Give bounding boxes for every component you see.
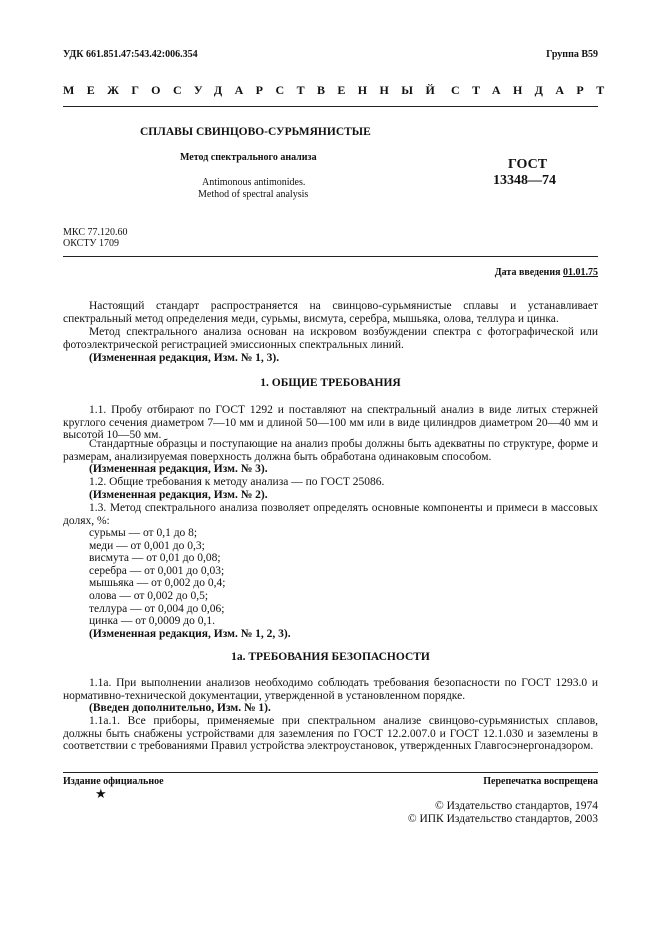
effective-date-label: Дата введения [494,267,561,278]
english-title-line2: Method of spectral analysis [198,189,309,200]
gost-number: 13348—74 [493,173,556,188]
english-title-line1: Antimonous antimonides. [202,177,306,188]
reprint-prohibited: Перепечатка воспрещена [483,776,598,787]
list-item: серебра — от 0,001 до 0,03; [89,564,225,577]
clause-1-2-note: (Измененная редакция, Изм. № 2). [89,489,268,501]
list-item: мышьяка — от 0,002 до 0,4; [89,577,226,590]
list-item: олова — от 0,002 до 0,5; [89,589,209,602]
footer-rule [63,772,598,773]
codes-rule [63,256,598,257]
mass-fraction-list [89,527,225,628]
effective-date [495,267,598,278]
clause-1-1a: 1.1а. При выполнении анализов необходимо соблюдать требования безопасности по ГОСТ 1293.0 и нормативно-технической документации, утвержденной в установленном порядке. [63,677,598,702]
list-item: цинка — от 0,0009 до 0,1. [89,615,215,628]
intro-paragraph-1: Настоящий стандарт распространяется на свинцово-сурьмянистые сплавы и устанавливает спектральный метод определения меди, сурьмы, висмута, серебра, мышьяка, олова, теллура и цинка. [63,300,598,325]
okstu-code: ОКСТУ 1709 [63,238,120,249]
effective-date-value: 01.01.75 [563,267,598,278]
banner-left: МЕЖГОСУДАРСТВЕННЫЙ [63,83,448,97]
clause-1-2: 1.2. Общие требования к методу анализа — по ГОСТ 25086. [89,476,385,488]
clause-1-1: 1.1. Пробу отбирают по ГОСТ 1292 и поставляют на спектральный анализ в виде литых стержней круглого сечения диаметром 7—10 мм и длиной 50—100 мм или в виде цилиндров диаметром 20—40 мм и высотой 10—50 мм. [63,404,598,442]
list-item: меди — от 0,001 до 0,3; [89,539,205,552]
list-item: сурьмы — от 0,1 до 8; [89,527,198,539]
clause-1-3: 1.3. Метод спектрального анализа позволяет определять основные компоненты и примеси в массовых долях, %: [63,502,598,527]
list-item: теллура — от 0,004 до 0,06; [89,602,225,615]
udk-code: УДК 661.851.47:543.42:006.354 [63,49,198,60]
clause-1-1-note: (Измененная редакция, Изм. № 3). [89,463,268,475]
official-edition: Издание официальное [63,776,164,787]
document-title: СПЛАВЫ СВИНЦОВО-СУРЬМЯНИСТЫЕ [140,126,371,138]
banner-right: СТАНДАРТ [451,83,617,97]
section-1a-heading: 1а. ТРЕБОВАНИЯ БЕЗОПАСНОСТИ [231,651,430,663]
intro-change-note: (Измененная редакция, Изм. № 1, 3). [89,352,280,364]
document-subtitle: Метод спектрального анализа [180,152,317,163]
gost-label: ГОСТ [508,157,548,172]
top-rule [63,106,598,107]
group-code: Группа В59 [546,49,598,60]
list-item: висмута — от 0,01 до 0,08; [89,552,221,565]
section-1-heading: 1. ОБЩИЕ ТРЕБОВАНИЯ [260,377,401,389]
copyright-1974: © Издательство стандартов, 1974 [434,800,598,812]
clause-1-3-note: (Измененная редакция, Изм. № 1, 2, 3). [89,628,291,640]
clause-1-1a-1: 1.1а.1. Все приборы, применяемые при спектральном анализе свинцово-сурьмянистых сплавов, должны быть снабжены устройствами для заземления по ГОСТ 12.2.007.0 и ГОСТ 12.1.030 и заземлены в соответствии с требованиями Правил устройства электроустановок, утвержденных Главгосэнергонадзором. [63,715,598,753]
intro-paragraph-2: Метод спектрального анализа основан на искровом возбуждении спектра с фотографической или фотоэлектрической регистрацией эмиссионных спектральных линий. [63,326,598,351]
mks-code: МКС 77.120.60 [63,227,128,238]
clause-1-1-standard-samples: Стандартные образцы и поступающие на анализ пробы должны быть адекватны по структуре, форме и размерам, анализируемая поверхность должна быть обработана одинаковым способом. [63,438,598,463]
copyright-2003: © ИПК Издательство стандартов, 2003 [407,813,598,825]
star-icon: ★ [95,786,107,801]
clause-1-1a-note: (Введен дополнительно, Изм. № 1). [89,702,271,714]
